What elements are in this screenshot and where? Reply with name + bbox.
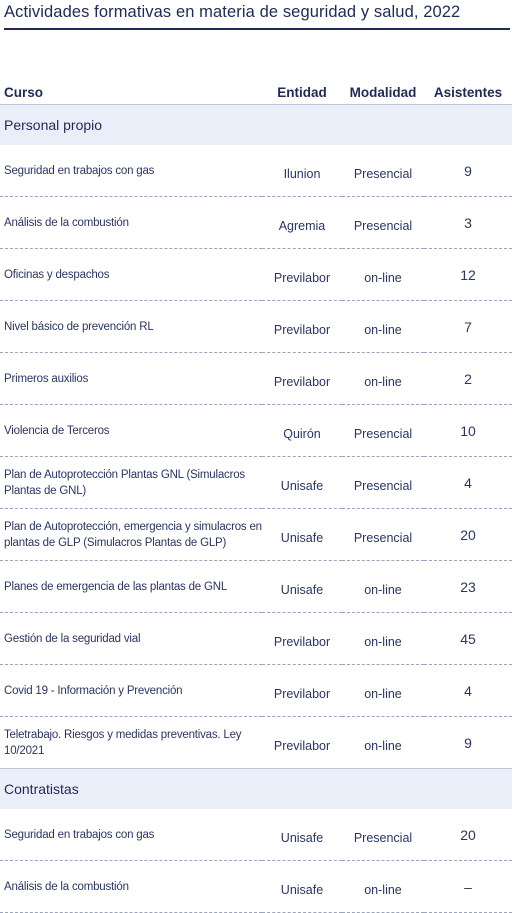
- cell-entidad: Previlabor: [262, 613, 342, 665]
- cell-entidad: Unisafe: [280, 830, 324, 845]
- table-row: [0, 353, 512, 405]
- cell-curso: Teletrabajo. Riesgos y medidas preventivas. Ley 10/2021: [0, 717, 262, 769]
- cell-curso: Análisis de la combustión: [0, 197, 262, 249]
- cell-modalidad: on-line: [342, 665, 424, 717]
- cell-curso: Plan de Autoprotección, emergencia y simulacros en plantas de GLP (Simulacros Plantas de GLP): [0, 509, 262, 561]
- group-header: [0, 105, 512, 146]
- cell-asistentes: 3: [424, 197, 512, 249]
- column-header-curso: Curso: [4, 84, 44, 100]
- table-row: [0, 561, 512, 613]
- cell-curso: Violencia de Terceros: [0, 405, 262, 457]
- cell-modalidad: on-line: [342, 613, 424, 665]
- cell-asistentes: 4: [424, 665, 512, 717]
- cell-modalidad: Presencial: [342, 405, 424, 457]
- cell-asistentes: 4: [424, 457, 512, 509]
- cell-modalidad: on-line: [342, 717, 424, 769]
- group-header: [0, 769, 512, 810]
- cell-modalidad: on-line: [342, 561, 424, 613]
- cell-curso: Plan de Autoprotección Plantas GNL (Simulacros Plantas de GNL): [0, 457, 262, 509]
- table-header-row: [0, 80, 512, 105]
- table-body: [0, 105, 512, 913]
- cell-modalidad: Presencial: [342, 197, 424, 249]
- table-row: [0, 509, 512, 561]
- cell-entidad: Unisafe: [262, 561, 342, 613]
- cell-entidad: Previlabor: [262, 249, 342, 301]
- group-label: Contratistas: [0, 769, 512, 810]
- table-row: [0, 145, 512, 197]
- cell-modalidad: Presencial: [353, 166, 413, 181]
- table-row: [0, 717, 512, 769]
- cell-curso: Planes de emergencia de las plantas de GNL: [0, 561, 262, 613]
- cell-curso: Gestión de la seguridad vial: [0, 613, 262, 665]
- cell-asistentes: 9: [424, 717, 512, 769]
- cell-curso: Análisis de la combustión: [0, 861, 262, 913]
- cell-entidad: Unisafe: [262, 509, 342, 561]
- table-row: [0, 613, 512, 665]
- cell-modalidad: Presencial: [342, 457, 424, 509]
- cell-curso: Seguridad en trabajos con gas: [4, 164, 155, 177]
- cell-modalidad: Presencial: [342, 509, 424, 561]
- cell-modalidad: on-line: [342, 249, 424, 301]
- cell-asistentes: 45: [424, 613, 512, 665]
- cell-asistentes: 7: [424, 301, 512, 353]
- cell-entidad: Previlabor: [262, 353, 342, 405]
- table-row: [0, 405, 512, 457]
- table-row: [0, 665, 512, 717]
- table-row: [0, 457, 512, 509]
- cell-asistentes: 10: [424, 405, 512, 457]
- training-table: [0, 80, 512, 913]
- cell-asistentes: 20: [460, 826, 476, 843]
- cell-asistentes: 12: [424, 249, 512, 301]
- cell-asistentes: 20: [424, 509, 512, 561]
- group-label: Personal propio: [0, 105, 512, 146]
- table-row: [0, 197, 512, 249]
- cell-curso: Nivel básico de prevención RL: [0, 301, 262, 353]
- cell-entidad: Agremia: [262, 197, 342, 249]
- cell-asistentes: 9: [464, 162, 472, 179]
- cell-asistentes: 23: [424, 561, 512, 613]
- table-row: [0, 809, 512, 861]
- cell-modalidad: Presencial: [353, 830, 413, 845]
- cell-entidad: Previlabor: [262, 665, 342, 717]
- cell-entidad: Unisafe: [262, 861, 342, 913]
- cell-modalidad: on-line: [342, 353, 424, 405]
- cell-entidad: Ilunion: [283, 166, 321, 181]
- cell-entidad: Unisafe: [262, 457, 342, 509]
- cell-entidad: Previlabor: [262, 301, 342, 353]
- table-row: [0, 301, 512, 353]
- column-header-entidad: Entidad: [277, 84, 327, 100]
- column-header-asistentes: Asistentes: [433, 84, 503, 100]
- column-header-modalidad: Modalidad: [349, 84, 417, 100]
- table-row: [0, 861, 512, 913]
- page-title: Actividades formativas en materia de seguridad y salud, 2022: [4, 2, 510, 30]
- table-row: [0, 249, 512, 301]
- cell-curso: Oficinas y despachos: [0, 249, 262, 301]
- cell-asistentes: –: [424, 861, 512, 913]
- cell-asistentes: 2: [424, 353, 512, 405]
- cell-curso: Seguridad en trabajos con gas: [4, 828, 155, 841]
- cell-curso: Covid 19 - Información y Prevención: [0, 665, 262, 717]
- cell-modalidad: on-line: [342, 861, 424, 913]
- cell-curso: Primeros auxilios: [0, 353, 262, 405]
- cell-entidad: Previlabor: [262, 717, 342, 769]
- cell-modalidad: on-line: [342, 301, 424, 353]
- cell-entidad: Quirón: [262, 405, 342, 457]
